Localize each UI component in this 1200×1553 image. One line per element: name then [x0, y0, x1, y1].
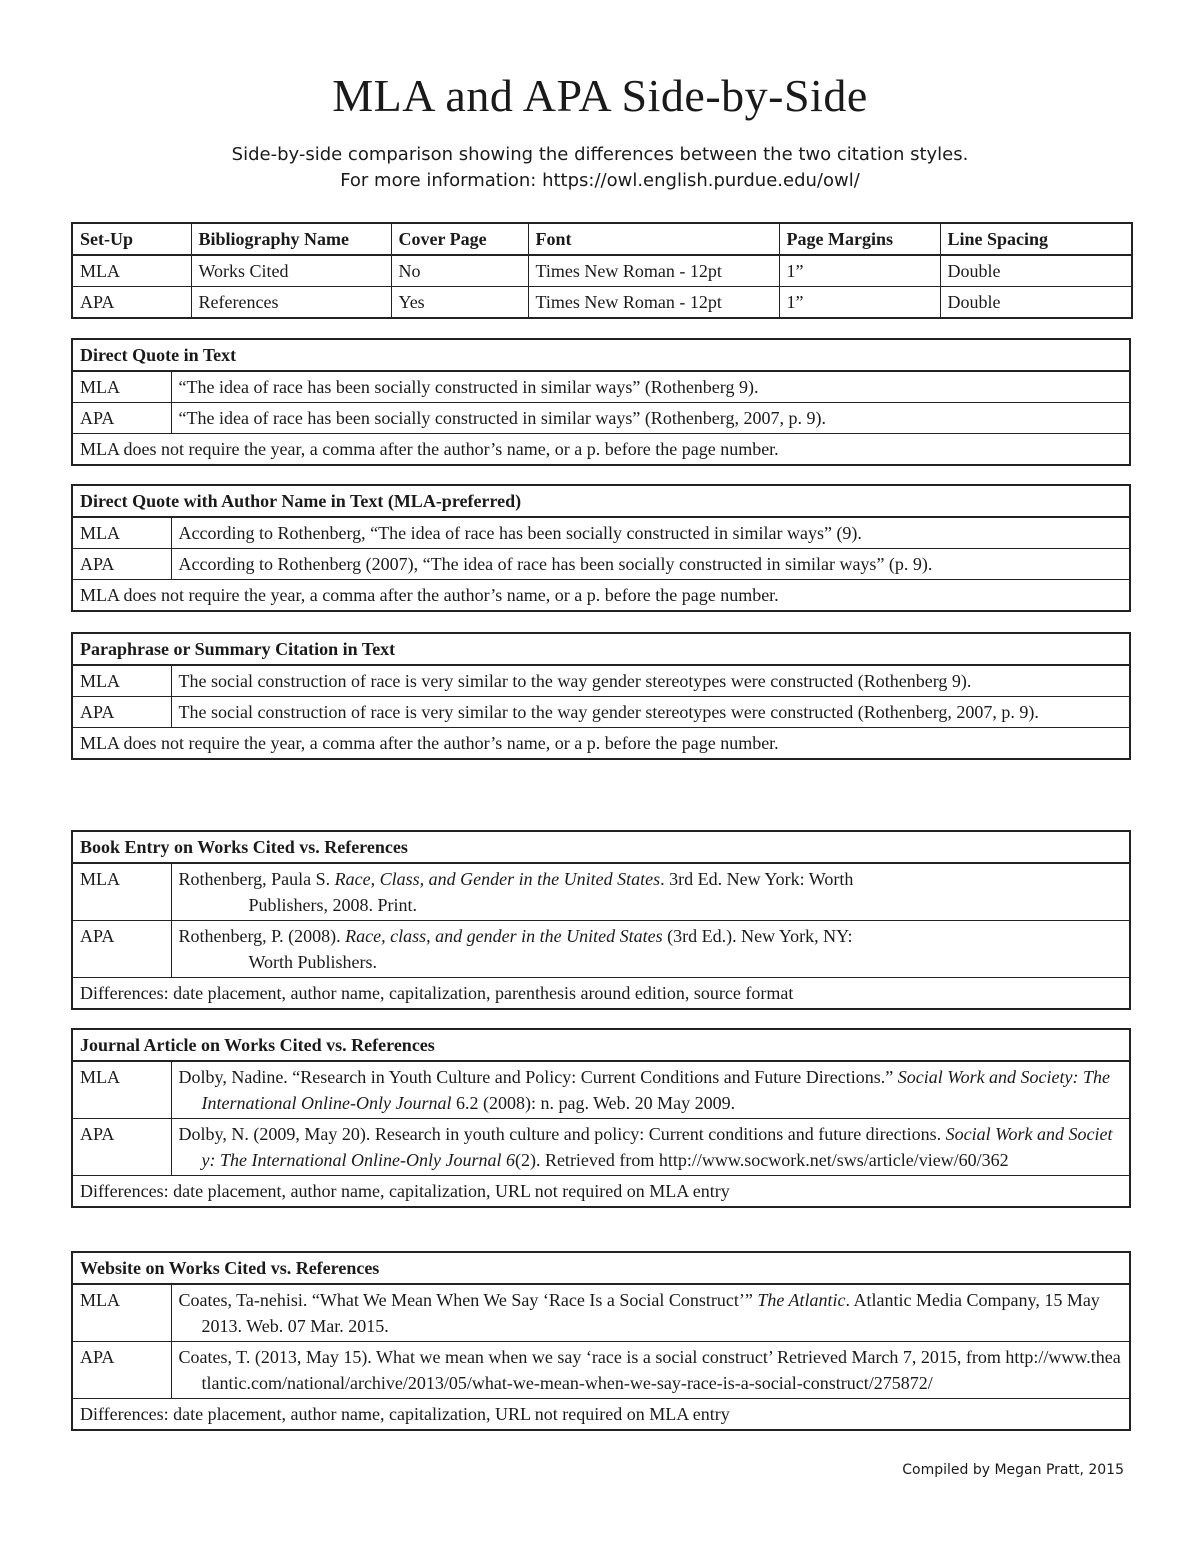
citation-text: (3rd Ed.). New York, NY:: [662, 926, 853, 946]
table-cell: Works Cited: [191, 255, 391, 287]
setup-header-cell: Page Margins: [779, 223, 940, 255]
subtitle: [0, 142, 1200, 194]
apa-example: The social construction of race is very similar to the way gender stereotypes were constructed (Rothenberg, 2007, p. 9).: [171, 697, 1130, 728]
table-cell: 1”: [779, 255, 940, 287]
table-cell: Double: [940, 287, 1132, 319]
section-heading: Journal Article on Works Cited vs. References: [72, 1029, 1130, 1061]
table-cell: No: [391, 255, 528, 287]
section-heading: Paraphrase or Summary Citation in Text: [72, 633, 1130, 665]
paraphrase-table: [71, 632, 1131, 760]
citation-title: The Atlantic: [757, 1290, 846, 1310]
section-note: Differences: date placement, author name, capitalization, parenthesis around edition, source format: [72, 978, 1130, 1010]
table-cell: Times New Roman - 12pt: [528, 287, 779, 319]
mla-example: The social construction of race is very similar to the way gender stereotypes were constructed (Rothenberg 9).: [171, 665, 1130, 697]
section-note: MLA does not require the year, a comma after the author’s name, or a p. before the page number.: [72, 728, 1130, 760]
section-note: MLA does not require the year, a comma after the author’s name, or a p. before the page number.: [72, 434, 1130, 466]
style-label: MLA: [72, 1284, 171, 1342]
setup-header-row: [72, 223, 1132, 255]
subtitle-description: Side-by-side comparison showing the differences between the two citation styles.: [231, 144, 969, 165]
setup-header-cell: Set-Up: [72, 223, 191, 255]
section-heading: Direct Quote with Author Name in Text (MLA-preferred): [72, 485, 1130, 517]
setup-header-cell: Line Spacing: [940, 223, 1132, 255]
table-row: [72, 371, 1130, 403]
table-row: [72, 549, 1130, 580]
section-heading: Website on Works Cited vs. References: [72, 1252, 1130, 1284]
citation-text: . Atlantic Media Company, 15 May 2013. Web. 07 Mar. 2015.: [201, 1290, 1100, 1336]
setup-header-cell: Font: [528, 223, 779, 255]
book-entry-table: [71, 830, 1131, 1010]
table-row: [72, 728, 1130, 760]
section-heading: Direct Quote in Text: [72, 339, 1130, 371]
table-row: [72, 1342, 1130, 1399]
table-row: [72, 1399, 1130, 1431]
style-label: APA: [72, 549, 171, 580]
website-table: [71, 1251, 1131, 1431]
mla-example: According to Rothenberg, “The idea of race has been socially constructed in similar ways” (9).: [171, 517, 1130, 549]
style-label: APA: [72, 1119, 171, 1176]
style-label: APA: [72, 403, 171, 434]
style-label: APA: [72, 697, 171, 728]
table-cell: APA: [72, 287, 191, 319]
style-label: MLA: [72, 1061, 171, 1119]
table-cell: Double: [940, 255, 1132, 287]
table-row: [72, 978, 1130, 1010]
table-row: [72, 255, 1132, 287]
style-label: APA: [72, 921, 171, 978]
table-row: [72, 403, 1130, 434]
table-cell: References: [191, 287, 391, 319]
citation-text: Coates, T. (2013, May 15). What we mean when we say ‘race is a social construct’ Retrieved March 7, 2015, from http://www.theatlantic.com/national/archive/2013/05/what-we-mean-when-we-say-race-is-a-social-construct/275872/: [178, 1347, 1121, 1393]
style-label: MLA: [72, 665, 171, 697]
section-note: Differences: date placement, author name, capitalization, URL not required on MLA entry: [72, 1176, 1130, 1208]
mla-example: [171, 1061, 1130, 1119]
table-row: [72, 665, 1130, 697]
section-note: MLA does not require the year, a comma after the author’s name, or a p. before the page number.: [72, 580, 1130, 612]
footer-credit: Compiled by Megan Pratt, 2015: [902, 1462, 1124, 1478]
table-cell: MLA: [72, 255, 191, 287]
subtitle-link: For more information: https://owl.english.purdue.edu/owl/: [340, 170, 860, 191]
journal-article-table: [71, 1028, 1131, 1208]
setup-table: [71, 222, 1133, 319]
citation-text: Dolby, Nadine. “Research in Youth Culture and Policy: Current Conditions and Future Directions.”: [178, 1067, 898, 1087]
style-label: MLA: [72, 371, 171, 403]
section-note: Differences: date placement, author name, capitalization, URL not required on MLA entry: [72, 1399, 1130, 1431]
citation-text: Rothenberg, P. (2008).: [178, 926, 346, 946]
table-row: [72, 697, 1130, 728]
citation-text: Worth Publishers.: [248, 952, 378, 972]
style-label: MLA: [72, 517, 171, 549]
table-row: [72, 863, 1130, 921]
citation-text: Rothenberg, Paula S.: [178, 869, 335, 889]
table-row: [72, 1061, 1130, 1119]
table-row: [72, 434, 1130, 466]
table-row: [72, 287, 1132, 319]
apa-example: [171, 921, 1130, 978]
apa-example: “The idea of race has been socially constructed in similar ways” (Rothenberg, 2007, p. 9).: [171, 403, 1130, 434]
table-cell: 1”: [779, 287, 940, 319]
apa-example: According to Rothenberg (2007), “The idea of race has been socially constructed in similar ways” (p. 9).: [171, 549, 1130, 580]
page-title: MLA and APA Side-by-Side: [332, 70, 868, 121]
table-row: [72, 921, 1130, 978]
citation-title: Social Work and Society: The International Online-Only Journal 6: [201, 1124, 1113, 1170]
citation-title: Race, Class, and Gender in the United States: [334, 869, 661, 889]
apa-example: [171, 1119, 1130, 1176]
mla-example: [171, 1284, 1130, 1342]
style-label: APA: [72, 1342, 171, 1399]
setup-header-cell: Cover Page: [391, 223, 528, 255]
apa-example: [171, 1342, 1130, 1399]
citation-title: Race, class, and gender in the United States: [345, 926, 663, 946]
table-row: [72, 1119, 1130, 1176]
style-label: MLA: [72, 863, 171, 921]
table-row: [72, 580, 1130, 612]
setup-header-cell: Bibliography Name: [191, 223, 391, 255]
mla-example: “The idea of race has been socially constructed in similar ways” (Rothenberg 9).: [171, 371, 1130, 403]
table-row: [72, 1284, 1130, 1342]
direct-quote-table: [71, 338, 1131, 466]
citation-title: Social Work and Society: The International Online-Only Journal: [201, 1067, 1111, 1113]
section-heading: Book Entry on Works Cited vs. References: [72, 831, 1130, 863]
table-row: [72, 517, 1130, 549]
citation-text: 6.2 (2008): n. pag. Web. 20 May 2009.: [451, 1093, 736, 1113]
citation-text: . 3rd Ed. New York: Worth: [660, 869, 854, 889]
table-cell: Yes: [391, 287, 528, 319]
direct-quote-author-table: [71, 484, 1131, 612]
table-row: [72, 1176, 1130, 1208]
citation-text: (2). Retrieved from http://www.socwork.net/sws/article/view/60/362: [514, 1150, 1009, 1170]
mla-example: [171, 863, 1130, 921]
table-cell: Times New Roman - 12pt: [528, 255, 779, 287]
citation-text: Publishers, 2008. Print.: [248, 895, 418, 915]
citation-text: Coates, Ta-nehisi. “What We Mean When We Say ‘Race Is a Social Construct’”: [178, 1290, 758, 1310]
citation-text: Dolby, N. (2009, May 20). Research in youth culture and policy: Current conditions and future directions.: [178, 1124, 946, 1144]
